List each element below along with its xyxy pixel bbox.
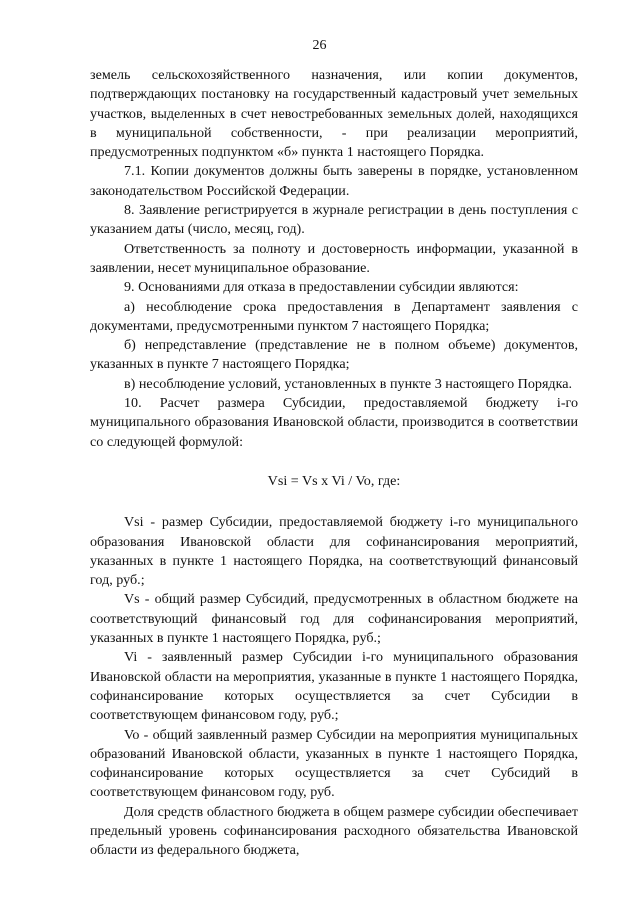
definition: Vsi - размер Субсидии, предоставляемой бюджету i-го муниципального образования Ивановской области для софинансирования мероприятий, указанных в пункте 1 настоящего Порядка, на соответствующий финансовый год, руб.; xyxy=(90,514,578,589)
paragraph: Доля средств областного бюджета в общем размере субсидии обеспечивает предельный уровень софинансирования расходного обязательства Ивановской области из федерального бюджета, xyxy=(90,803,578,859)
definition: Vs - общий размер Субсидий, предусмотренных в областном бюджете на соответствующий финансовый год для софинансирования мероприятий, указанных в пункте 1 настоящего Порядка, руб.; xyxy=(90,591,578,647)
document-body xyxy=(90,66,578,861)
paragraph: Ответственность за полноту и достоверность информации, указанной в заявлении, несет муниципальное образование. xyxy=(90,240,578,276)
paragraph: 9. Основаниями для отказа в предоставлении субсидии являются: xyxy=(124,279,519,296)
paragraph: 10. Расчет размера Субсидии, предоставляемой бюджету i-го муниципального образования Ивановской области, производится в соответствии со следующей формулой: xyxy=(90,395,578,450)
list-item: б) непредставление (представление не в полном объеме) документов, указанных в пункте 7 настоящего Порядка; xyxy=(90,337,578,373)
formula: Vsi = Vs x Vi / Vo, где: xyxy=(267,472,401,489)
page-number: 26 xyxy=(312,38,327,53)
definition: Vi - заявленный размер Субсидии i-го муниципального образования Ивановской области на мероприятия, указанные в пункте 1 настоящего Порядка, софинансирование которых осуществляется за счет Субсидии в соответствующем финансовом году, руб.; xyxy=(90,649,578,724)
list-item: а) несоблюдение срока предоставления в Департамент заявления с документами, предусмотренными пунктом 7 настоящего Порядка; xyxy=(90,298,578,334)
definition: Vo - общий заявленный размер Субсидии на мероприятия муниципальных образований Ивановской области, указанных в пункте 1 настоящего Порядка, софинансирование которых осуществляется за счет Субсидий в соответствующем финансовом году, руб. xyxy=(90,726,578,801)
paragraph: 7.1. Копии документов должны быть заверены в порядке, установленном законодательством Российской Федерации. xyxy=(90,163,578,199)
list-item: в) несоблюдение условий, установленных в пункте 3 настоящего Порядка. xyxy=(124,375,573,392)
paragraph: 8. Заявление регистрируется в журнале регистрации в день поступления с указанием даты (число, месяц, год). xyxy=(90,202,578,238)
paragraph: земель сельскохозяйственного назначения, или копии документов, подтверждающих постановку на государственный кадастровый учет земельных участков, выделенных в счет невостребованных земельных долей, находящихся в муниципальной собственности, - при реализации мероприятий, предусмотренных подпунктом «б» пункта 1 настоящего Порядка. xyxy=(90,67,578,161)
